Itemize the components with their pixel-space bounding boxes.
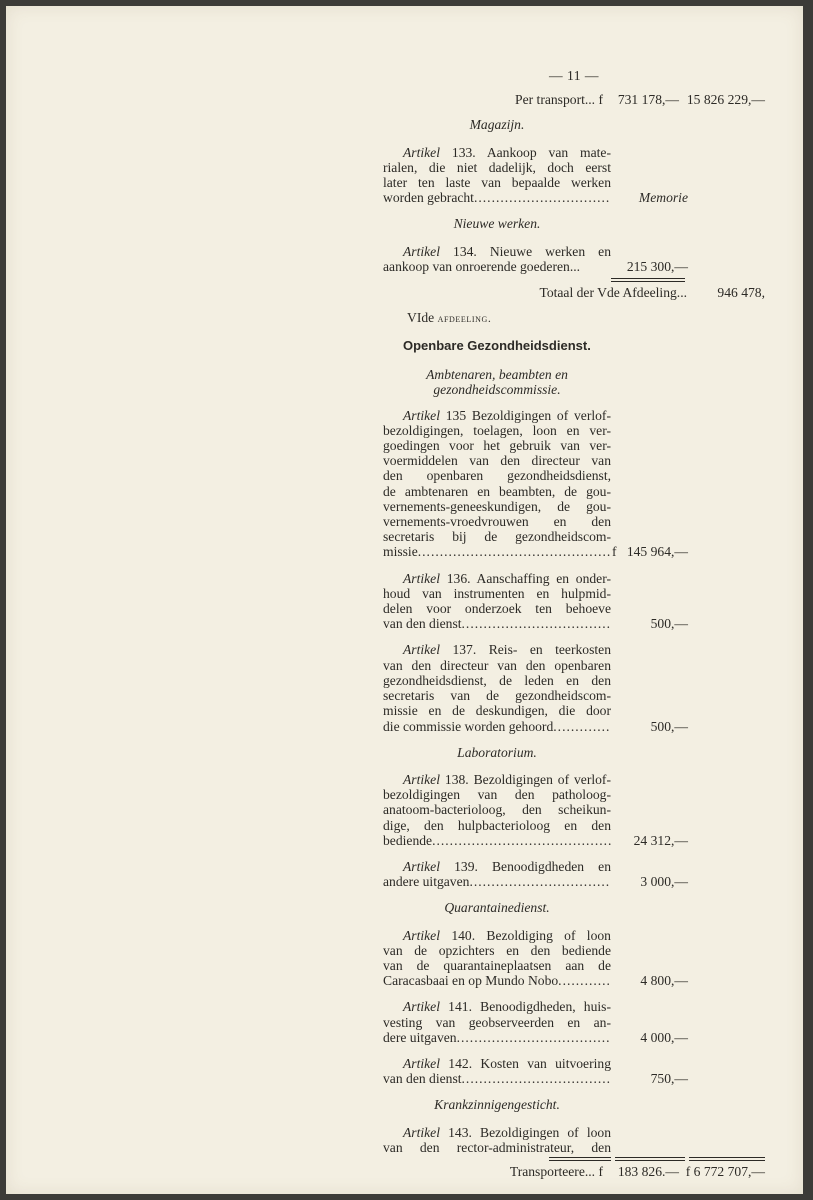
article-135-amount: 145 964,— (626, 544, 688, 560)
article-text-line: 134. Nieuwe werken en (453, 243, 611, 259)
dot-leader (418, 544, 611, 559)
article-label: Artikel (403, 642, 440, 658)
article-133-amount: Memorie (638, 190, 688, 206)
article-text-line: 135 Bezoldigingen of verlof- (445, 407, 611, 423)
subtotal-rule (611, 278, 685, 279)
article-label: Artikel (403, 243, 440, 259)
article-text-line: delen voor onderzoek ten behoeve (383, 601, 611, 617)
dot-leader (432, 833, 611, 848)
article-text-line: goedingen voor het gebruik van ver- (383, 438, 611, 454)
article-label: Artikel (403, 858, 440, 874)
section-line: gezondheidscommissie. (433, 381, 561, 397)
article-text-line: 136. Aanschaffing en onder- (446, 570, 611, 586)
transport-row (383, 92, 765, 107)
transporteere-amount-2: f 6 772 707,— (685, 1163, 765, 1179)
article-text-line: dige, den hulpbacterioloog en den (383, 817, 611, 833)
totaal-label: Totaal der Vde Afdeeling... (539, 285, 687, 301)
article-text-line: voermiddelen van den directeur van (383, 453, 611, 469)
article-141-amount: 4 000,— (640, 1029, 688, 1045)
article-text-line: secretaris bij de gezondheidscom- (383, 529, 611, 545)
dot-leader (558, 973, 611, 988)
article-text-line: later ten laste van bepaalde werken (383, 175, 611, 191)
article-138-amount: 24 312,— (633, 832, 688, 848)
article-133 (383, 145, 765, 206)
section-quarantaine: Quarantainedienst. (444, 900, 550, 916)
article-label: Artikel (403, 771, 440, 787)
article-text-last: missie (383, 544, 418, 560)
transport-amount-2: 15 826 229,— (686, 92, 765, 108)
transporteere-row (383, 1164, 765, 1179)
article-139-amount: 3 000,— (640, 874, 688, 890)
article-text-last: dere uitgaven (383, 1029, 457, 1045)
article-137 (383, 642, 765, 733)
transport-amount-1: 731 178,— (617, 92, 679, 108)
total-rules (383, 1157, 765, 1158)
afdeeling-word: afdeeling. (437, 311, 492, 326)
totaal-amount: 946 478, (717, 285, 765, 301)
article-text-line: van de opzichters en den bediende (383, 942, 611, 958)
article-text-last: Caracasbaai en op Mundo Nobo (383, 973, 559, 989)
article-136-amount: 500,— (650, 616, 688, 632)
article-136 (383, 571, 765, 632)
article-text-line: van de quarantaineplaatsen aan de (383, 957, 611, 973)
transporteere-label: Transporteere... f (509, 1163, 603, 1179)
article-text-line: 133. Aankoop van mate- (451, 144, 611, 160)
section-line: Ambtenaren, beambten en (426, 366, 568, 382)
article-text-last: andere uitgaven (383, 874, 470, 890)
totaal-row (383, 285, 765, 300)
article-label: Artikel (403, 1124, 440, 1140)
article-text-last: van den dienst (383, 616, 462, 632)
dot-leader (474, 190, 611, 205)
document-page (6, 6, 803, 1194)
article-140-amount: 4 800,— (640, 973, 688, 989)
article-label: Artikel (403, 144, 440, 160)
article-text-line: vesting van geobserveerden en an- (383, 1014, 611, 1030)
afdeeling-prefix: VIde (407, 310, 435, 326)
article-label: Artikel (403, 407, 440, 423)
article-text-line: de ambtenaren en beambten, de gou- (383, 483, 611, 499)
article-141 (383, 999, 765, 1045)
article-text-line: 140. Bezoldiging of loon (451, 927, 611, 943)
rule-line (615, 1157, 685, 1158)
dot-leader (469, 874, 611, 889)
article-text-line: 137. Reis- en teerkosten (452, 642, 611, 658)
article-text-line: vernements-vroedvrouwen en den (383, 514, 611, 530)
article-text-line: 138. Bezoldigingen of verlof- (444, 771, 611, 787)
section-ambtenaren (383, 367, 611, 397)
article-text-last: bediende (383, 832, 433, 848)
article-text-line: 143. Bezoldigingen of loon (448, 1124, 611, 1140)
article-134-amount: 215 300,— (626, 258, 688, 274)
article-label: Artikel (403, 927, 440, 943)
article-text-line: vernements-geneeskundigen, de gou- (383, 498, 611, 514)
article-text-last: die commissie worden gehoord (383, 718, 554, 734)
afdeeling-title (407, 310, 765, 326)
article-text-line: 139. Benoodigdheden en (454, 858, 611, 874)
section-magazijn: Magazijn. (469, 117, 525, 133)
article-143 (383, 1125, 765, 1155)
transport-label: Per transport... f (515, 92, 603, 108)
currency-symbol: f (612, 544, 617, 560)
article-text-line: bezoldigingen van den patholoog- (383, 787, 611, 803)
article-label: Artikel (403, 1055, 440, 1071)
dot-leader (457, 1030, 611, 1045)
article-text-line: missie en de deskundigen, die door (383, 703, 611, 719)
article-139 (383, 859, 765, 889)
section-laboratorium: Laboratorium. (457, 744, 537, 760)
transporteere-amount-1: 183 826.— (617, 1163, 679, 1179)
rule-line (689, 1157, 765, 1158)
section-heading: Openbare Gezondheidsdienst. (403, 338, 591, 354)
article-138 (383, 772, 765, 848)
dot-leader (462, 1071, 611, 1086)
page-number: — 11 — (548, 68, 600, 83)
article-label: Artikel (403, 570, 440, 586)
article-text-last: worden gebracht (383, 190, 474, 206)
article-text-line: van den rector-administrateur, den (383, 1139, 611, 1155)
article-text-last: aankoop van onroerende goederen... (383, 258, 581, 274)
article-text-line: den openbaren gezondheidsdienst, (383, 468, 611, 484)
dot-leader (462, 616, 611, 631)
article-text-line: 142. Kosten van uitvoering (448, 1055, 611, 1071)
section-nieuwe-werken: Nieuwe werken. (453, 216, 541, 232)
budget-column (383, 68, 765, 1179)
article-text-line: gezondheidsdienst, de leden en den (383, 672, 611, 688)
article-text-line: bezoldigingen, toelagen, loon en ver- (383, 422, 611, 438)
article-134 (383, 244, 765, 274)
section-krankzinnigen: Krankzinnigengesticht. (434, 1097, 560, 1113)
article-text-line: anatoom-bacterioloog, den scheikun- (383, 802, 611, 818)
rule-line (549, 1157, 611, 1158)
article-text-line: houd van instrumenten en hulpmid- (383, 585, 611, 601)
article-text-line: van den directeur van den openbaren (383, 657, 611, 673)
article-142-amount: 750,— (650, 1071, 688, 1087)
article-140 (383, 928, 765, 989)
article-137-amount: 500,— (650, 718, 688, 734)
article-text-last: van den dienst (383, 1071, 462, 1087)
article-text-line: rialen, die niet dadelijk, doch eerst (383, 159, 611, 175)
article-label: Artikel (403, 999, 440, 1015)
article-142 (383, 1056, 765, 1086)
article-text-line: secretaris van de gezondheidscom- (383, 688, 611, 704)
dot-leader (553, 719, 611, 734)
article-135 (383, 408, 765, 560)
article-text-line: 141. Benoodigdheden, huis- (448, 999, 611, 1015)
